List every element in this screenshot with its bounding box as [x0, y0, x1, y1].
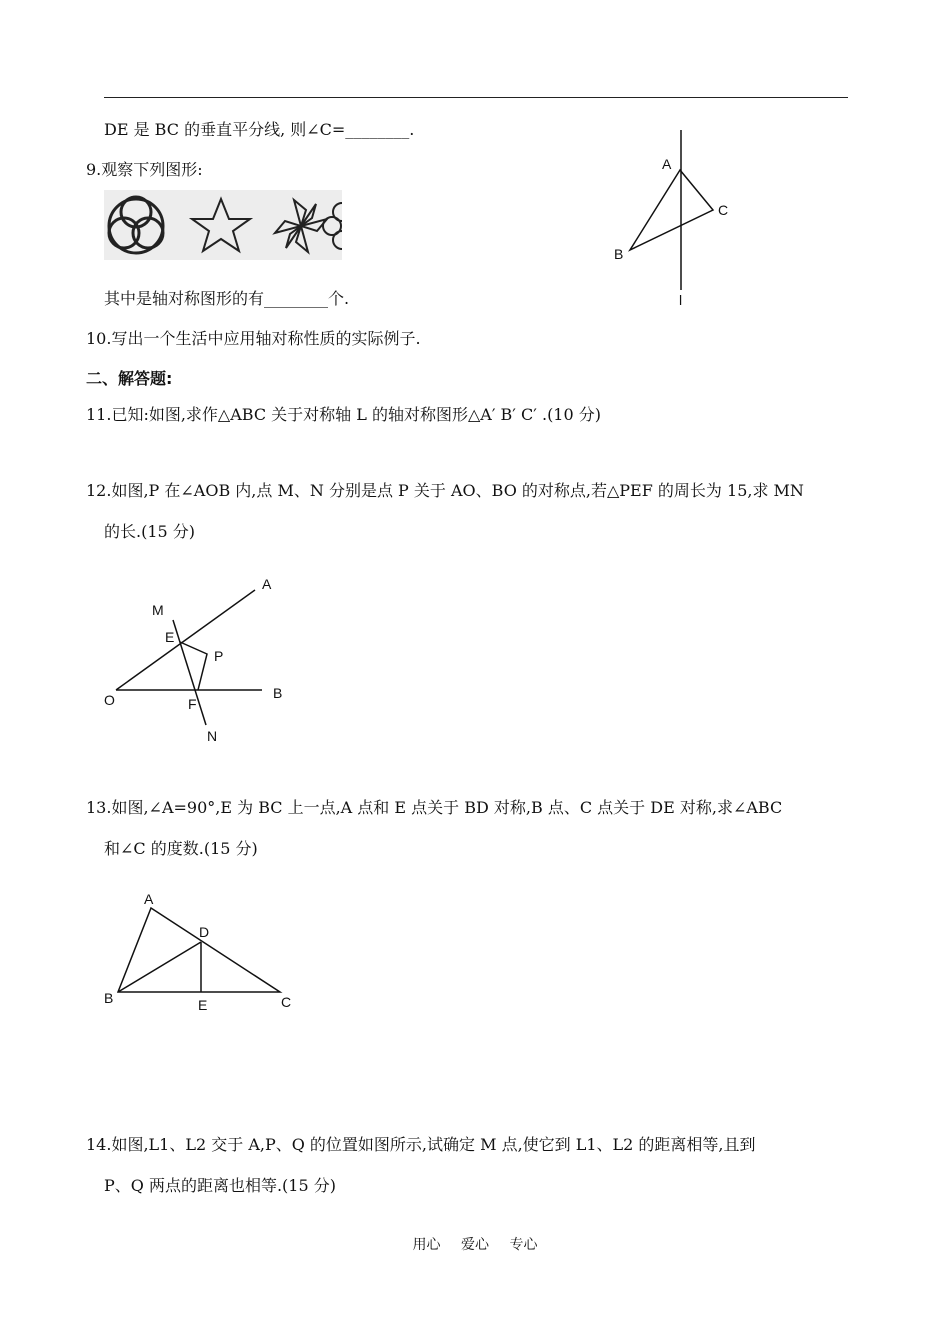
header-rule — [104, 97, 848, 98]
q14-line1: 14.如图,L1、L2 交于 A,P、Q 的位置如图所示,试确定 M 点,使它到 L1、L2 的距离相等,且到 — [86, 1135, 756, 1154]
label-b: B — [273, 685, 283, 701]
q13-line1: 13.如图,∠A=90°,E 为 BC 上一点,A 点和 E 点关于 BD 对称,B 点、C 点关于 DE 对称,求∠ABC — [86, 798, 783, 817]
q12-line1: 12.如图,P 在∠AOB 内,点 M、N 分别是点 P 关于 AO、BO 的对称点,若△PEF 的周长为 15,求 MN — [86, 481, 804, 500]
q11-figure — [600, 125, 750, 310]
q9-tail: 其中是轴对称图形的有________个. — [104, 289, 350, 308]
page-footer — [0, 1234, 950, 1254]
q13-figure — [100, 888, 300, 1018]
label-n: N — [207, 728, 218, 744]
label-o: O — [104, 692, 115, 708]
q11-text: 11.已知:如图,求作△ABC 关于对称轴 L 的轴对称图形△A′ B′ C′ .(10 分) — [86, 405, 601, 424]
footer-word-1: 用心 — [412, 1237, 441, 1253]
label-f: F — [188, 696, 197, 712]
label-a: A — [144, 891, 154, 907]
label-c: C — [718, 202, 729, 218]
q9-shapes-image — [104, 190, 342, 260]
segment-bd — [118, 942, 201, 992]
three-circles-shape — [109, 197, 163, 253]
pinwheel-shape — [275, 200, 327, 252]
q13-line2: 和∠C 的度数.(15 分) — [104, 839, 258, 858]
q12-line2: 的长.(15 分) — [104, 522, 196, 541]
label-a: A — [262, 576, 272, 592]
label-m: M — [152, 602, 164, 618]
label-d: D — [199, 924, 210, 940]
q8-tail: DE 是 BC 的垂直平分线, 则∠C=________. — [104, 120, 415, 139]
label-p: P — [214, 648, 224, 664]
label-a: A — [662, 156, 672, 172]
label-e: E — [198, 997, 208, 1013]
section-2-heading: 二、解答题: — [86, 369, 173, 388]
label-c: C — [281, 994, 292, 1010]
ray-oa — [116, 590, 255, 690]
footer-word-3: 专心 — [509, 1237, 538, 1253]
q9-title: 9.观察下列图形: — [86, 160, 203, 179]
label-b: B — [104, 990, 114, 1006]
label-b: B — [614, 246, 624, 262]
q12-figure — [100, 570, 300, 745]
flower-shape — [323, 203, 342, 249]
star-shape — [192, 199, 250, 251]
label-l: l — [679, 292, 683, 308]
footer-word-2: 爱心 — [461, 1237, 489, 1253]
q10-text: 10.写出一个生活中应用轴对称性质的实际例子. — [86, 329, 421, 348]
triangle-abc — [118, 908, 280, 992]
q14-line2: P、Q 两点的距离也相等.(15 分) — [104, 1176, 336, 1195]
label-e: E — [165, 629, 175, 645]
triangle-abc — [630, 170, 713, 250]
